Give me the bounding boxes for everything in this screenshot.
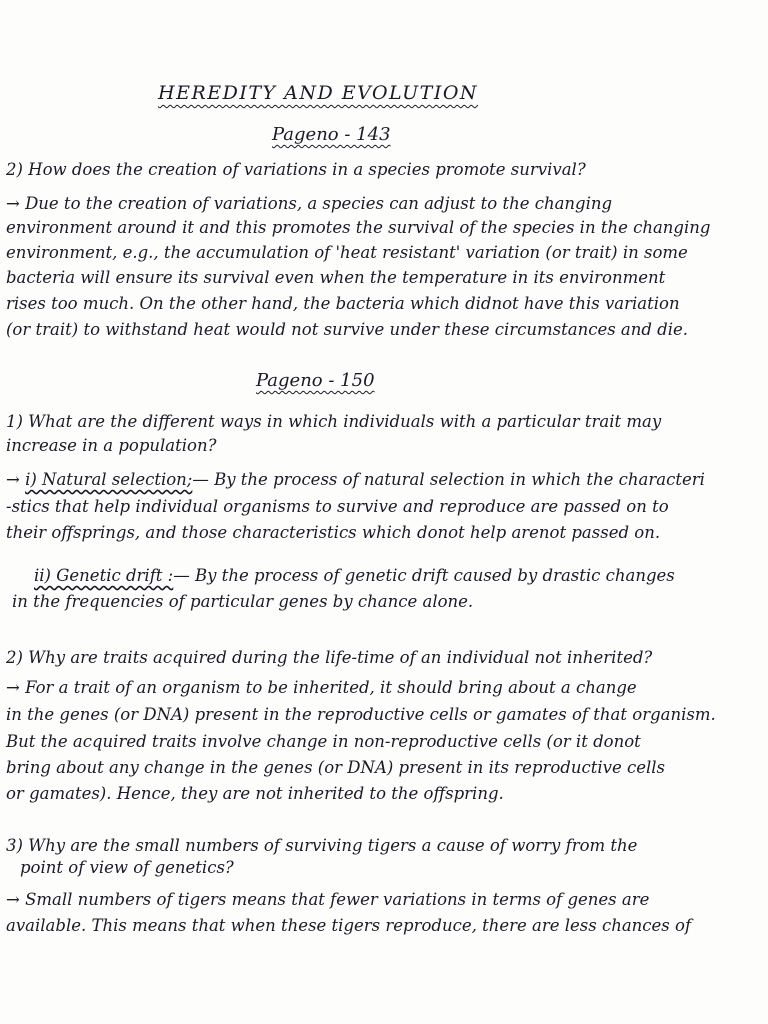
question-2-line: increase in a population? bbox=[6, 436, 217, 455]
question-4-line: point of view of genetics? bbox=[20, 858, 234, 877]
answer-3-line: in the genes (or DNA) present in the reproductive cells or gamates of that organism. bbox=[6, 705, 716, 724]
answer-2-line: their offsprings, and those characteristics which donot help arenot passed on. bbox=[6, 523, 661, 542]
question-4-line: 3) Why are the small numbers of surviving tigers a cause of worry from the bbox=[6, 836, 638, 855]
answer-1-line: → Due to the creation of variations, a species can adjust to the changing bbox=[6, 194, 613, 213]
answer-1-line: bacteria will ensure its survival even when the temperature in its environment bbox=[6, 268, 666, 287]
answer-3-line: → For a trait of an organism to be inherited, it should bring about a change bbox=[6, 678, 637, 697]
answer-2-point-1-text: — By the process of natural selection in which the characteri bbox=[192, 470, 705, 489]
answer-2-point-2-text: — By the process of genetic drift caused by drastic changes bbox=[173, 566, 675, 585]
page-title: HEREDITY AND EVOLUTION bbox=[158, 82, 479, 104]
page-reference-150: Pageno - 150 bbox=[256, 370, 375, 391]
question-2-line: 1) What are the different ways in which individuals with a particular trait may bbox=[6, 412, 662, 431]
answer-2-line: -stics that help individual organisms to survive and reproduce are passed on to bbox=[6, 497, 669, 516]
answer-4-line: available. This means that when these tigers reproduce, there are less chances of bbox=[6, 916, 692, 935]
page-reference-143: Pageno - 143 bbox=[272, 124, 391, 145]
genetic-drift-label: ii) Genetic drift : bbox=[34, 566, 174, 585]
answer-3-line: or gamates). Hence, they are not inherited to the offspring. bbox=[6, 784, 504, 803]
question-1: 2) How does the creation of variations in a species promote survival? bbox=[6, 160, 586, 179]
answer-1-line: environment, e.g., the accumulation of 'heat resistant' variation (or trait) in some bbox=[6, 243, 688, 262]
answer-1-line: rises too much. On the other hand, the bacteria which didnot have this variation bbox=[6, 294, 680, 313]
answer-4-line: → Small numbers of tigers means that fewer variations in terms of genes are bbox=[6, 890, 650, 909]
answer-1-line: (or trait) to withstand heat would not survive under these circumstances and die. bbox=[6, 320, 689, 339]
answer-2-point-1: → i) Natural selection;— By the process of natural selection in which the characteri bbox=[6, 470, 705, 489]
answer-3-line: bring about any change in the genes (or DNA) present in its reproductive cells bbox=[6, 758, 665, 777]
answer-2-point-2 bbox=[34, 566, 675, 586]
answer-2-line: in the frequencies of particular genes by chance alone. bbox=[12, 592, 474, 611]
natural-selection-label: i) Natural selection; bbox=[25, 470, 193, 489]
answer-3-line: But the acquired traits involve change in non-reproductive cells (or it donot bbox=[6, 732, 641, 751]
question-3: 2) Why are traits acquired during the life-time of an individual not inherited? bbox=[6, 648, 653, 667]
answer-1-line: environment around it and this promotes the survival of the species in the changing bbox=[6, 218, 711, 237]
